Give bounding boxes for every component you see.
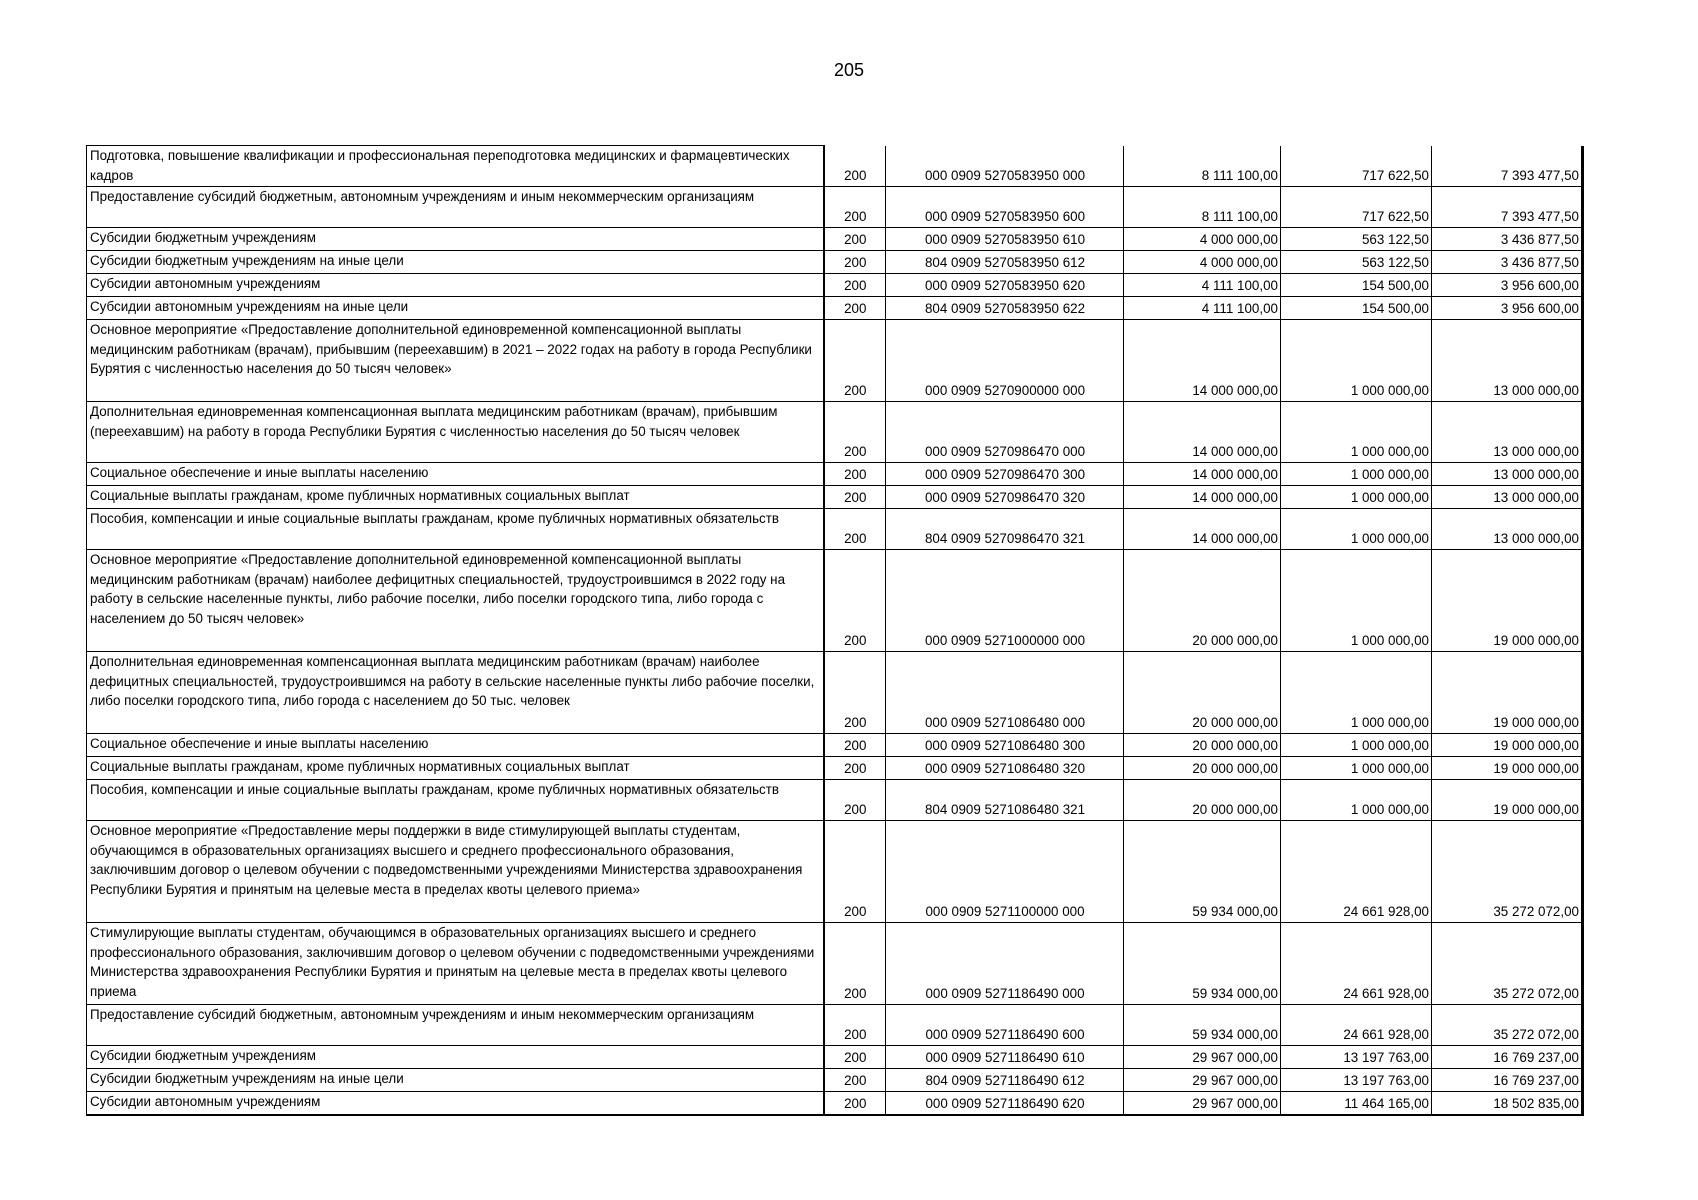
row-name: Подготовка, повышение квалификации и профессиональная переподготовка медицинских и фармацевтических кадров [87, 146, 824, 187]
table-row [87, 251, 1583, 274]
row-remaining: 13 000 000,00 [1432, 402, 1583, 463]
row-name: Пособия, компенсации и иные социальные выплаты гражданам, кроме публичных нормативных обязательств [87, 509, 824, 550]
row-classification-code: 000 0909 5270986470 000 [886, 402, 1124, 463]
row-code: 200 [824, 320, 886, 402]
row-code: 200 [824, 821, 886, 923]
row-name: Предоставление субсидий бюджетным, автономным учреждениям и иным некоммерческим организациям [87, 187, 824, 228]
row-approved: 14 000 000,00 [1124, 463, 1281, 486]
row-approved: 59 934 000,00 [1124, 1005, 1281, 1046]
table-row [87, 1005, 1583, 1046]
row-code: 200 [824, 187, 886, 228]
row-approved: 14 000 000,00 [1124, 320, 1281, 402]
row-remaining: 7 393 477,50 [1432, 146, 1583, 187]
row-remaining: 16 769 237,00 [1432, 1046, 1583, 1069]
row-remaining: 3 436 877,50 [1432, 228, 1583, 251]
row-classification-code: 804 0909 5270986470 321 [886, 509, 1124, 550]
row-code: 200 [824, 274, 886, 297]
table-row [87, 274, 1583, 297]
row-remaining: 16 769 237,00 [1432, 1069, 1583, 1092]
row-classification-code: 000 0909 5271186490 600 [886, 1005, 1124, 1046]
row-name: Субсидии бюджетным учреждениям на иные цели [87, 1069, 824, 1092]
table-row [87, 486, 1583, 509]
row-approved: 4 000 000,00 [1124, 251, 1281, 274]
row-classification-code: 000 0909 5271000000 000 [886, 550, 1124, 652]
table-row [87, 187, 1583, 228]
row-executed: 1 000 000,00 [1281, 757, 1432, 780]
row-approved: 29 967 000,00 [1124, 1046, 1281, 1069]
row-executed: 1 000 000,00 [1281, 509, 1432, 550]
row-executed: 24 661 928,00 [1281, 923, 1432, 1005]
row-classification-code: 804 0909 5270583950 622 [886, 297, 1124, 320]
row-classification-code: 000 0909 5270583950 620 [886, 274, 1124, 297]
row-name: Основное мероприятие «Предоставление дополнительной единовременной компенсационной выплаты медицинским работникам (врачам) наиболее дефицитных специальностей, трудоустроившимся в 2022 году на работу в сельские населенные пункты, либо рабочие поселки, либо поселки городского типа, либо города с населением до 50 тысяч человек» [87, 550, 824, 652]
row-name: Субсидии бюджетным учреждениям на иные цели [87, 251, 824, 274]
row-code: 200 [824, 923, 886, 1005]
row-name: Предоставление субсидий бюджетным, автономным учреждениям и иным некоммерческим организациям [87, 1005, 824, 1046]
table-row [87, 297, 1583, 320]
row-executed: 154 500,00 [1281, 274, 1432, 297]
row-remaining: 35 272 072,00 [1432, 923, 1583, 1005]
row-executed: 1 000 000,00 [1281, 402, 1432, 463]
row-remaining: 3 956 600,00 [1432, 297, 1583, 320]
table-row [87, 780, 1583, 821]
row-classification-code: 000 0909 5270583950 600 [886, 187, 1124, 228]
table-row [87, 757, 1583, 780]
row-name: Стимулирующие выплаты студентам, обучающимся в образовательных организациях высшего и среднего профессионального образования, заключившим договор о целевом обучении с подведомственными учреждениями Министерства здравоохранения Республики Бурятия и принятым на целевые места в пределах квоты целевого приема [87, 923, 824, 1005]
row-classification-code: 000 0909 5271086480 300 [886, 734, 1124, 757]
row-approved: 4 111 100,00 [1124, 297, 1281, 320]
row-code: 200 [824, 509, 886, 550]
row-executed: 24 661 928,00 [1281, 821, 1432, 923]
table-row [87, 146, 1583, 187]
row-name: Субсидии автономным учреждениям [87, 1092, 824, 1115]
row-executed: 13 197 763,00 [1281, 1069, 1432, 1092]
row-classification-code: 000 0909 5271086480 000 [886, 652, 1124, 734]
row-code: 200 [824, 1005, 886, 1046]
row-approved: 4 111 100,00 [1124, 274, 1281, 297]
row-remaining: 13 000 000,00 [1432, 463, 1583, 486]
row-remaining: 18 502 835,00 [1432, 1092, 1583, 1115]
row-name: Социальное обеспечение и иные выплаты населению [87, 734, 824, 757]
row-approved: 20 000 000,00 [1124, 652, 1281, 734]
row-executed: 563 122,50 [1281, 251, 1432, 274]
row-classification-code: 000 0909 5270900000 000 [886, 320, 1124, 402]
row-classification-code: 000 0909 5271186490 620 [886, 1092, 1124, 1115]
table-row [87, 320, 1583, 402]
table-row [87, 402, 1583, 463]
row-remaining: 35 272 072,00 [1432, 821, 1583, 923]
row-approved: 20 000 000,00 [1124, 780, 1281, 821]
row-code: 200 [824, 734, 886, 757]
row-executed: 1 000 000,00 [1281, 486, 1432, 509]
row-code: 200 [824, 297, 886, 320]
row-remaining: 13 000 000,00 [1432, 509, 1583, 550]
row-classification-code: 000 0909 5271086480 320 [886, 757, 1124, 780]
row-approved: 14 000 000,00 [1124, 402, 1281, 463]
row-remaining: 13 000 000,00 [1432, 486, 1583, 509]
row-executed: 717 622,50 [1281, 187, 1432, 228]
row-code: 200 [824, 1069, 886, 1092]
row-remaining: 3 436 877,50 [1432, 251, 1583, 274]
row-classification-code: 000 0909 5270583950 000 [886, 146, 1124, 187]
row-approved: 14 000 000,00 [1124, 486, 1281, 509]
row-remaining: 19 000 000,00 [1432, 734, 1583, 757]
row-classification-code: 000 0909 5270986470 320 [886, 486, 1124, 509]
row-name: Социальное обеспечение и иные выплаты населению [87, 463, 824, 486]
row-name: Социальные выплаты гражданам, кроме публичных нормативных социальных выплат [87, 757, 824, 780]
row-approved: 20 000 000,00 [1124, 757, 1281, 780]
row-name: Субсидии автономным учреждениям на иные цели [87, 297, 824, 320]
row-code: 200 [824, 146, 886, 187]
row-name: Основное мероприятие «Предоставление дополнительной единовременной компенсационной выплаты медицинским работникам (врачам), прибывшим (переехавшим) в 2021 – 2022 годах на работу в города Республики Бурятия с численностью населения до 50 тысяч человек» [87, 320, 824, 402]
row-remaining: 35 272 072,00 [1432, 1005, 1583, 1046]
table-row [87, 652, 1583, 734]
row-executed: 1 000 000,00 [1281, 780, 1432, 821]
row-remaining: 7 393 477,50 [1432, 187, 1583, 228]
row-approved: 8 111 100,00 [1124, 187, 1281, 228]
row-code: 200 [824, 550, 886, 652]
row-classification-code: 000 0909 5271186490 610 [886, 1046, 1124, 1069]
row-name: Дополнительная единовременная компенсационная выплата медицинским работникам (врачам), прибывшим (переехавшим) на работу в города Республики Бурятия с численностью населения до 50 тысяч человек [87, 402, 824, 463]
row-name: Субсидии автономным учреждениям [87, 274, 824, 297]
page-number: 205 [833, 60, 865, 80]
row-remaining: 19 000 000,00 [1432, 550, 1583, 652]
row-executed: 717 622,50 [1281, 146, 1432, 187]
budget-execution-table [86, 145, 1584, 1116]
table-row [87, 821, 1583, 923]
row-code: 200 [824, 652, 886, 734]
row-executed: 11 464 165,00 [1281, 1092, 1432, 1115]
row-classification-code: 804 0909 5271186490 612 [886, 1069, 1124, 1092]
table-row [87, 1092, 1583, 1115]
row-code: 200 [824, 251, 886, 274]
table-row [87, 463, 1583, 486]
table-row [87, 923, 1583, 1005]
row-executed: 1 000 000,00 [1281, 320, 1432, 402]
row-approved: 20 000 000,00 [1124, 734, 1281, 757]
row-classification-code: 000 0909 5271186490 000 [886, 923, 1124, 1005]
row-classification-code: 000 0909 5270986470 300 [886, 463, 1124, 486]
row-approved: 29 967 000,00 [1124, 1092, 1281, 1115]
row-code: 200 [824, 463, 886, 486]
row-approved: 59 934 000,00 [1124, 923, 1281, 1005]
row-classification-code: 804 0909 5270583950 612 [886, 251, 1124, 274]
row-remaining: 3 956 600,00 [1432, 274, 1583, 297]
row-approved: 14 000 000,00 [1124, 509, 1281, 550]
row-approved: 29 967 000,00 [1124, 1069, 1281, 1092]
row-remaining: 19 000 000,00 [1432, 780, 1583, 821]
table-row [87, 1046, 1583, 1069]
row-executed: 24 661 928,00 [1281, 1005, 1432, 1046]
row-code: 200 [824, 757, 886, 780]
row-code: 200 [824, 780, 886, 821]
row-executed: 1 000 000,00 [1281, 652, 1432, 734]
row-code: 200 [824, 1046, 886, 1069]
table-row [87, 734, 1583, 757]
row-approved: 20 000 000,00 [1124, 550, 1281, 652]
row-name: Социальные выплаты гражданам, кроме публичных нормативных социальных выплат [87, 486, 824, 509]
table-row [87, 1069, 1583, 1092]
row-name: Основное мероприятие «Предоставление меры поддержки в виде стимулирующей выплаты студентам, обучающимся в образовательных организациях высшего и среднего профессионального образования, заключившим договор о целевом обучении с подведомственными учреждениями Министерства здравоохранения Республики Бурятия и принятым на целевые места в пределах квоты целевого приема» [87, 821, 824, 923]
row-code: 200 [824, 402, 886, 463]
row-approved: 4 000 000,00 [1124, 228, 1281, 251]
row-name: Субсидии бюджетным учреждениям [87, 228, 824, 251]
row-executed: 154 500,00 [1281, 297, 1432, 320]
row-classification-code: 000 0909 5271100000 000 [886, 821, 1124, 923]
row-name: Субсидии бюджетным учреждениям [87, 1046, 824, 1069]
row-executed: 13 197 763,00 [1281, 1046, 1432, 1069]
table-row [87, 509, 1583, 550]
row-name: Пособия, компенсации и иные социальные выплаты гражданам, кроме публичных нормативных обязательств [87, 780, 824, 821]
row-code: 200 [824, 486, 886, 509]
row-remaining: 19 000 000,00 [1432, 757, 1583, 780]
table-row [87, 550, 1583, 652]
row-name: Дополнительная единовременная компенсационная выплата медицинским работникам (врачам) наиболее дефицитных специальностей, трудоустроившимся на работу в сельские населенные пункты либо рабочие поселки, либо поселки городского типа, либо города с населением до 50 тыс. человек [87, 652, 824, 734]
row-classification-code: 804 0909 5271086480 321 [886, 780, 1124, 821]
row-executed: 563 122,50 [1281, 228, 1432, 251]
row-approved: 8 111 100,00 [1124, 146, 1281, 187]
row-executed: 1 000 000,00 [1281, 734, 1432, 757]
row-approved: 59 934 000,00 [1124, 821, 1281, 923]
row-classification-code: 000 0909 5270583950 610 [886, 228, 1124, 251]
row-remaining: 13 000 000,00 [1432, 320, 1583, 402]
row-code: 200 [824, 1092, 886, 1115]
row-remaining: 19 000 000,00 [1432, 652, 1583, 734]
table-row [87, 228, 1583, 251]
row-code: 200 [824, 228, 886, 251]
row-executed: 1 000 000,00 [1281, 550, 1432, 652]
row-executed: 1 000 000,00 [1281, 463, 1432, 486]
